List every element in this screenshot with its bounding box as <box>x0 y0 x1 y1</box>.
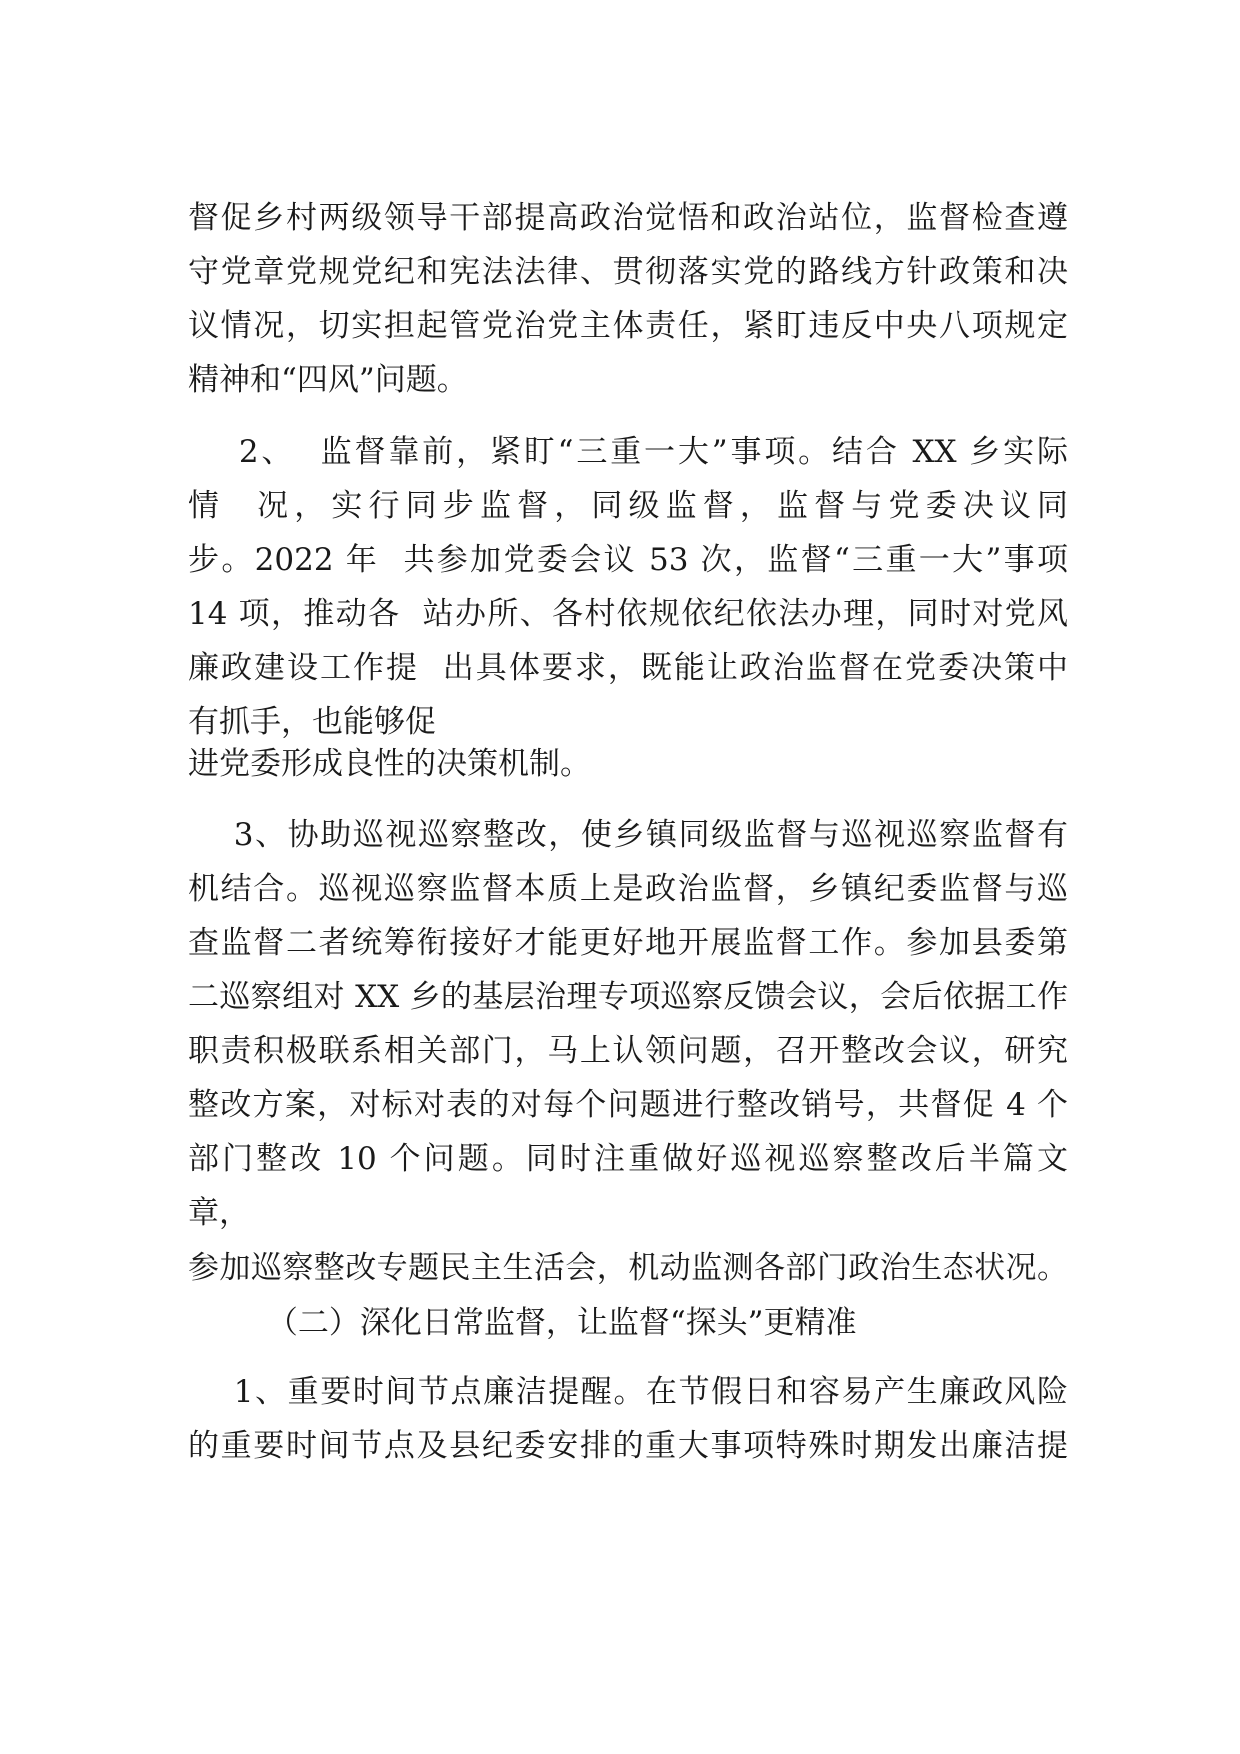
section-heading: （二）深化日常监督，让监督“探头”更精准 <box>188 1305 857 1341</box>
text-line: 部门整改 10 个问题。同时注重做好巡视巡察整改后半篇文 <box>188 1141 1068 1177</box>
text-line: 情 况，实行同步监督，同级监督，监督与党委决议同 <box>188 488 1068 524</box>
text-line: 精神和“四风”问题。 <box>188 362 468 398</box>
text-line: 二巡察组对 XX 乡的基层治理专项巡察反馈会议，会后依据工作 <box>188 979 1068 1015</box>
text-line: 2、 监督靠前，紧盯“三重一大”事项。结合 XX 乡实际 <box>188 434 1068 470</box>
text-line: 章， <box>188 1195 250 1231</box>
text-line: 督促乡村两级领导干部提高政治觉悟和政治站位，监督检查遵 <box>188 200 1068 236</box>
text-line: 查监督二者统筹衔接好才能更好地开展监督工作。参加县委第 <box>188 925 1068 961</box>
text-line: 议情况，切实担起管党治党主体责任，紧盯违反中央八项规定 <box>188 308 1068 344</box>
text-line: 廉政建设工作提 出具体要求，既能让政治监督在党委决策中 <box>188 650 1068 686</box>
text-line: 机结合。巡视巡察监督本质上是政治监督，乡镇纪委监督与巡 <box>188 871 1068 907</box>
text-line: 参加巡察整改专题民主生活会，机动监测各部门政治生态状况。 <box>188 1250 1068 1286</box>
text-line: 整改方案，对标对表的对每个问题进行整改销号，共督促 4 个 <box>188 1087 1068 1123</box>
text-line: 1、重要时间节点廉洁提醒。在节假日和容易产生廉政风险 <box>188 1374 1068 1410</box>
text-line: 守党章党规党纪和宪法法律、贯彻落实党的路线方针政策和决 <box>188 254 1068 290</box>
text-line: 14 项，推动各 站办所、各村依规依纪依法办理，同时对党风 <box>188 596 1068 632</box>
text-line: 职责积极联系相关部门，马上认领问题，召开整改会议，研究 <box>188 1033 1068 1069</box>
text-line: 3、协助巡视巡察整改，使乡镇同级监督与巡视巡察监督有 <box>188 817 1068 853</box>
text-line: 进党委形成良性的决策机制。 <box>188 746 591 782</box>
text-line: 有抓手，也能够促 <box>188 704 436 740</box>
text-line: 的重要时间节点及县纪委安排的重大事项特殊时期发出廉洁提 <box>188 1428 1068 1464</box>
text-line: 步。2022 年 共参加党委会议 53 次，监督“三重一大”事项 <box>188 542 1068 578</box>
